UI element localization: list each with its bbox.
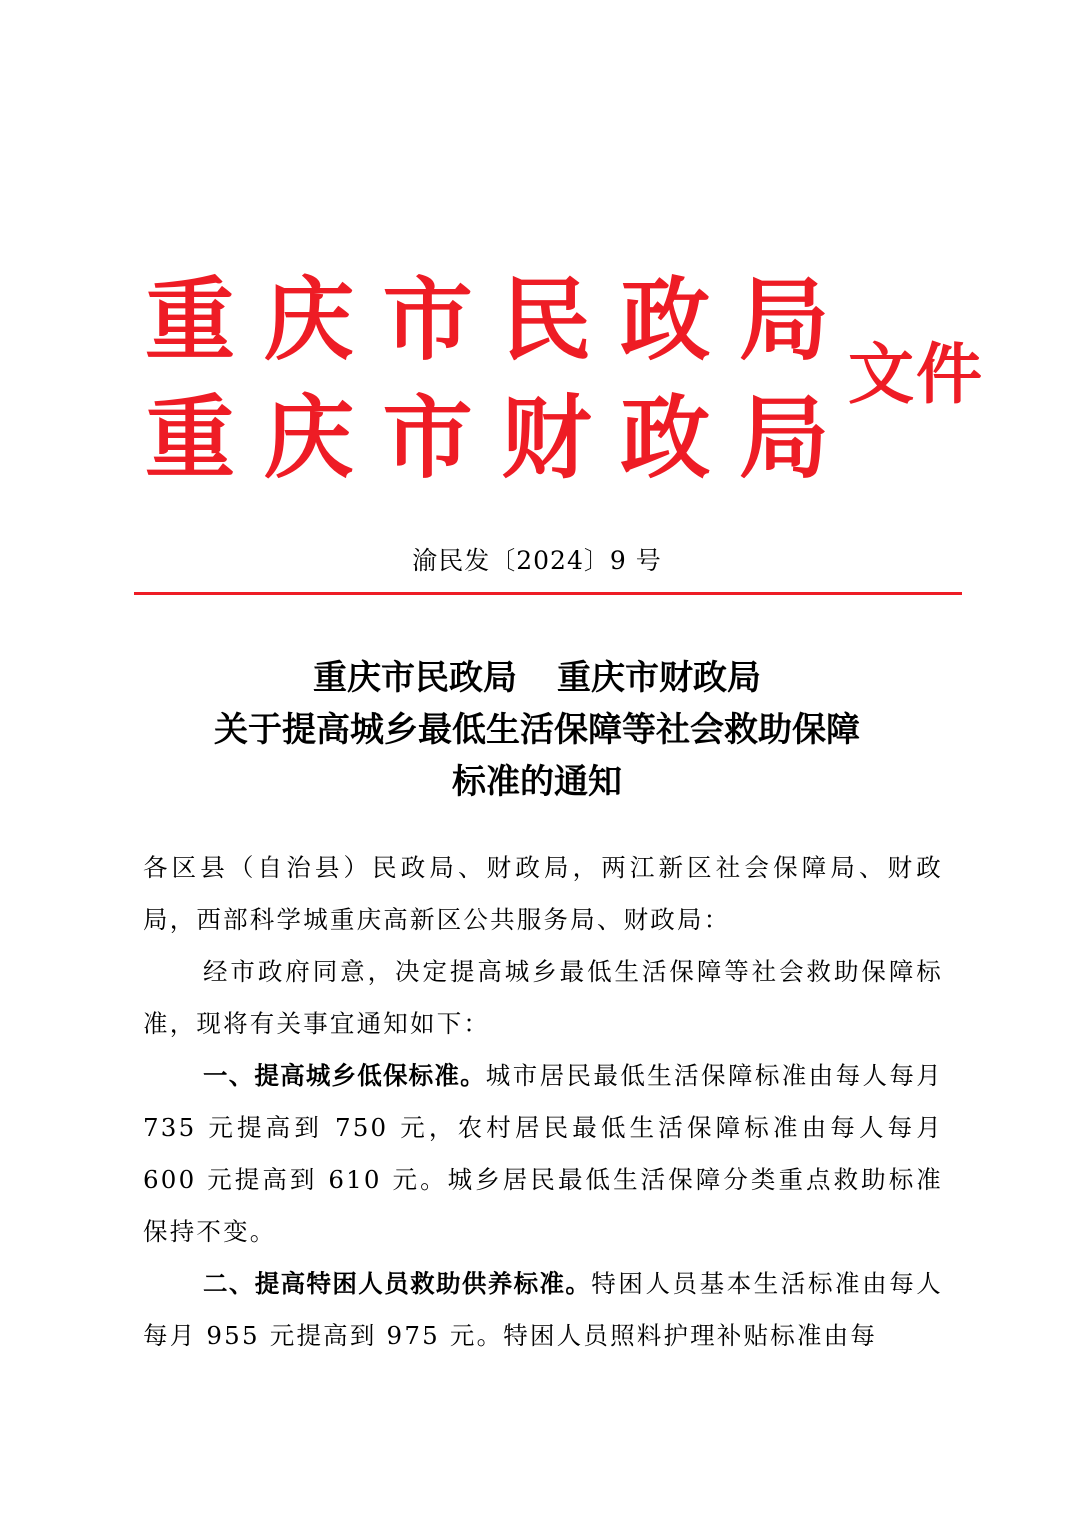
masthead-char: 市 (382, 267, 473, 373)
red-masthead (142, 256, 1002, 492)
title-issuers (100, 652, 974, 704)
masthead-suffix: 文件 (848, 335, 984, 413)
section-1-heading: 一、提高城乡低保标准。 (203, 1061, 486, 1090)
section-2-text: 特困人员基本生活标准由每人每月 955 元提高到 975 元。特困人员照料护理补贴标准由每 (143, 1269, 943, 1350)
addressee-paragraph: 各区县（自治县）民政局、财政局，两江新区社会保障局、财政局，西部科学城重庆高新区公共服务局、财政局： (143, 853, 943, 934)
masthead-issuer-2 (142, 386, 832, 490)
masthead-char: 重 (145, 267, 235, 373)
title-issuer-2: 重庆市财政局 (557, 658, 761, 698)
masthead-char: 政 (620, 385, 711, 491)
section-2-heading: 二、提高特困人员救助供养标准。 (203, 1269, 592, 1298)
section-2-paragraph (143, 1258, 943, 1362)
masthead-char: 财 (501, 385, 592, 491)
masthead-char: 局 (738, 267, 829, 373)
masthead-char: 庆 (263, 385, 354, 491)
masthead-char: 民 (501, 267, 592, 373)
masthead-char: 市 (382, 385, 473, 491)
document-number: 渝民发〔2024〕9 号 (412, 546, 662, 575)
document-title (100, 652, 974, 808)
masthead-char: 政 (620, 267, 711, 373)
intro-paragraph: 经市政府同意，决定提高城乡最低生活保障等社会救助保障标准，现将有关事宜通知如下： (143, 957, 943, 1038)
title-line-3: 标准的通知 (452, 762, 622, 802)
masthead-char: 重 (145, 385, 235, 491)
section-1-paragraph (143, 1050, 943, 1258)
title-line-2: 关于提高城乡最低生活保障等社会救助保障 (214, 710, 860, 750)
red-divider (134, 592, 962, 595)
masthead-char: 局 (738, 385, 829, 491)
title-issuer-1: 重庆市民政局 (313, 658, 517, 698)
masthead-issuer-1 (142, 268, 832, 372)
document-body (143, 842, 943, 1362)
section-1-text: 城市居民最低生活保障标准由每人每月 735 元提高到 750 元，农村居民最低生活保障标准由每人每月 600 元提高到 610 元。城乡居民最低生活保障分类重点救助标准保持不变。 (143, 1061, 943, 1246)
masthead-char: 庆 (263, 267, 354, 373)
